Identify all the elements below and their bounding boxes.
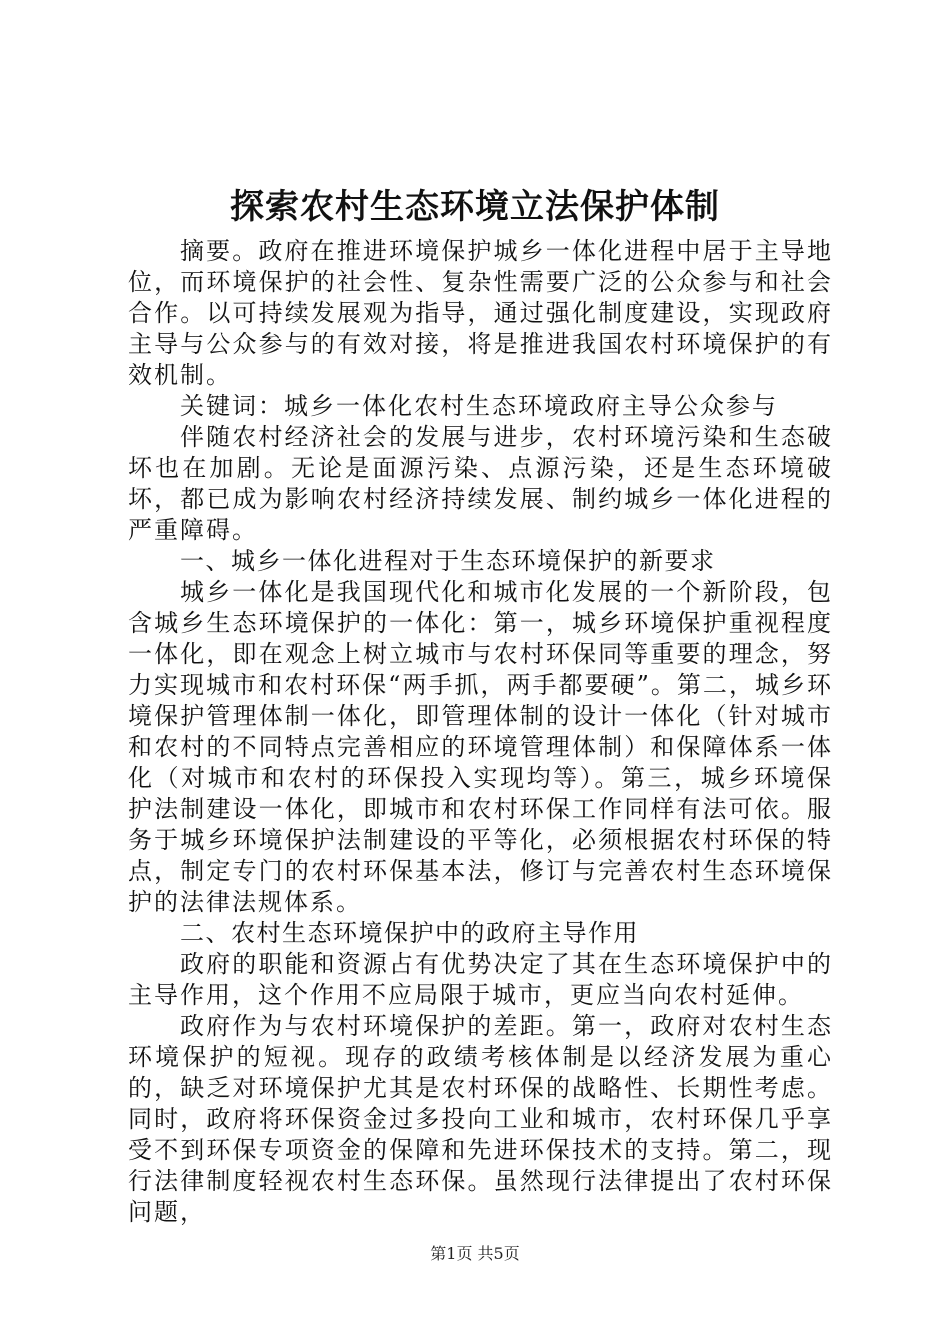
keywords-paragraph: 关键词：城乡一体化农村生态环境政府主导公众参与 — [180, 392, 778, 420]
section-heading-1: 一、城乡一体化进程对于生态环境保护的新要求 — [180, 547, 716, 575]
intro-paragraph: 伴随农村经济社会的发展与进步，农村环境污染和生态破坏也在加剧。无论是面源污染、点源污染，还是生态环境破坏，都已成为影响农村经济持续发展、制约城乡一体化进程的严重障碍。 — [128, 423, 833, 544]
section-heading-2: 二、农村生态环境保护中的政府主导作用 — [180, 919, 639, 947]
document-title: 探索农村生态环境立法保护体制 — [230, 187, 720, 227]
section-1-paragraph: 城乡一体化是我国现代化和城市化发展的一个新阶段，包含城乡生态环境保护的一体化：第一，城乡环境保护重视程度一体化，即在观念上树立城市与农村环保同等重要的理念，努力实现城市和农村环保“两手抓，两手都要硬”。第二，城乡环境保护管理体制一体化，即管理体制的设计一体化（针对城市和农村的不同特点完善相应的环境管理体制）和保障体系一体化（对城市和农村的环保投入实现均等）。第三，城乡环境保护法制建设一体化，即城市和农村环保工作同样有法可依。服务于城乡环境保护法制建设的平等化，必须根据农村环保的特点，制定专门的农村环保基本法，修订与完善农村生态环境保护的法律法规体系。 — [128, 578, 833, 916]
section-2-paragraph-1: 政府的职能和资源占有优势决定了其在生态环境保护中的主导作用，这个作用不应局限于城市，更应当向农村延伸。 — [128, 950, 833, 1009]
section-2-paragraph-2: 政府作为与农村环境保护的差距。第一，政府对农村生态环境保护的短视。现存的政绩考核体制是以经济发展为重心的，缺乏对环境保护尤其是农村环保的战略性、长期性考虑。同时，政府将环保资金过多投向工业和城市，农村环保几乎享受不到环保专项资金的保障和先进环保技术的支持。第二，现行法律制度轻视农村生态环保。虽然现行法律提出了农村环保问题， — [128, 1012, 833, 1226]
page-footer: 第1页 共5页 — [430, 1244, 520, 1263]
abstract-paragraph: 摘要。政府在推进环境保护城乡一体化进程中居于主导地位，而环境保护的社会性、复杂性需要广泛的公众参与和社会合作。以可持续发展观为指导，通过强化制度建设，实现政府主导与公众参与的有效对接，将是推进我国农村环境保护的有效机制。 — [128, 237, 833, 389]
document-body — [128, 236, 833, 1228]
